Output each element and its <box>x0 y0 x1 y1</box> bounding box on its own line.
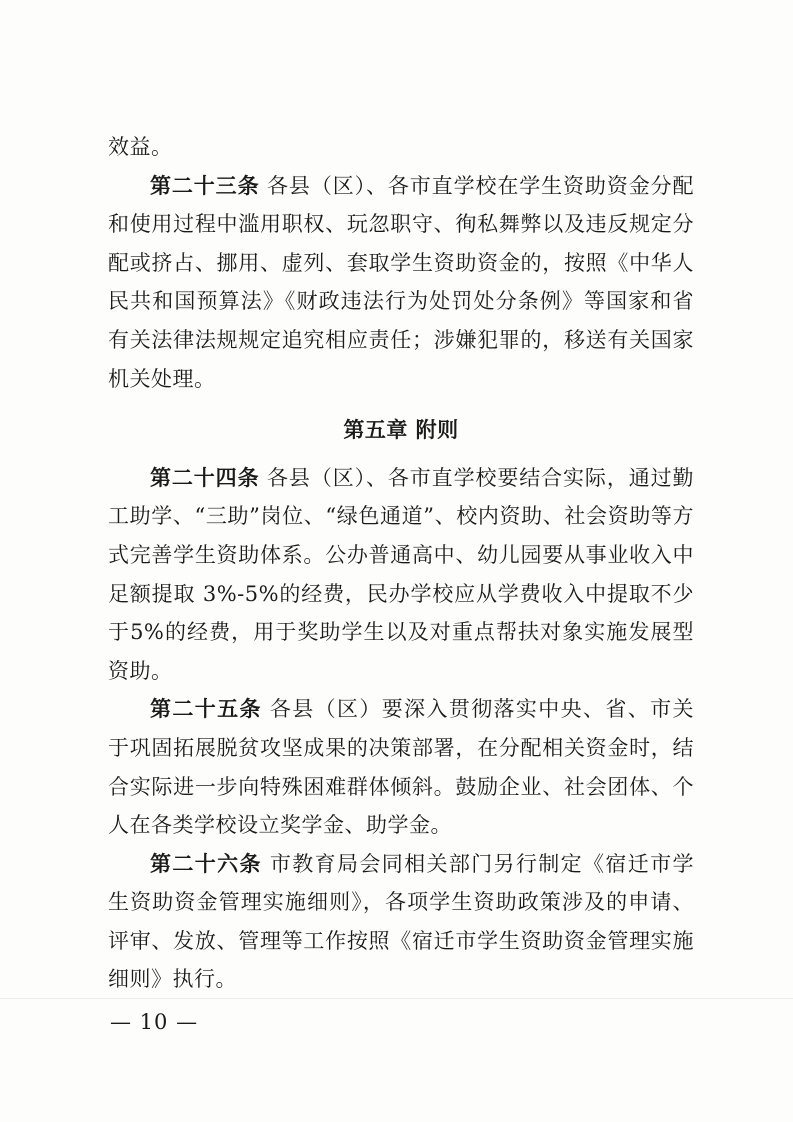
chapter-title: 第五章 附则 <box>343 417 459 443</box>
article-label: 第二十四条 <box>150 464 260 490</box>
footer-divider <box>0 998 793 999</box>
article-text: 市教育局会同相关部门另行制定《宿迁市学生资助资金管理实施细则》，各项学生资助政策涉及的申请、评审、发放、管理等工作按照《宿迁市学生资助资金管理实施细则》执行。 <box>108 851 694 992</box>
article-text: 各县（区）、各市直学校在学生资助资金分配和使用过程中滥用职权、玩忽职守、徇私舞弊以及违反规定分配或挤占、挪用、虚列、套取学生资助资金的，按照《中华人民共和国预算法》《财政违法行为处罚处分条例》等国家和省有关法律法规规定追究相应责任；涉嫌犯罪的，移送有关国家机关处理。 <box>108 173 694 391</box>
article-24 <box>108 459 694 691</box>
article-label: 第二十六条 <box>150 850 262 876</box>
article-label: 第二十三条 <box>150 172 260 198</box>
continued-line: 效益。 <box>108 135 173 159</box>
article-26 <box>108 845 694 999</box>
article-25 <box>108 690 694 844</box>
document-body <box>108 128 694 999</box>
article-23 <box>108 167 694 399</box>
article-text: 各县（区）要深入贯彻落实中央、省、市关于巩固拓展脱贫攻坚成果的决策部署，在分配相关资金时，结合实际进一步向特殊困难群体倾斜。鼓励企业、社会团体、个人在各类学校设立奖学金、助学金。 <box>108 697 694 838</box>
article-text: 各县（区）、各市直学校要结合实际，通过勤工助学、“三助”岗位、“绿色通道”、校内资助、社会资助等方式完善学生资助体系。公办普通高中、幼儿园要从事业收入中足额提取 3%-5%的经费，民办学校应从学费收入中提取不少于5%的经费，用于奖助学生以及对重点帮扶对象实施发展型资助。 <box>108 465 694 683</box>
page-number: — 10 — <box>110 1010 199 1034</box>
article-label: 第二十五条 <box>150 696 262 722</box>
